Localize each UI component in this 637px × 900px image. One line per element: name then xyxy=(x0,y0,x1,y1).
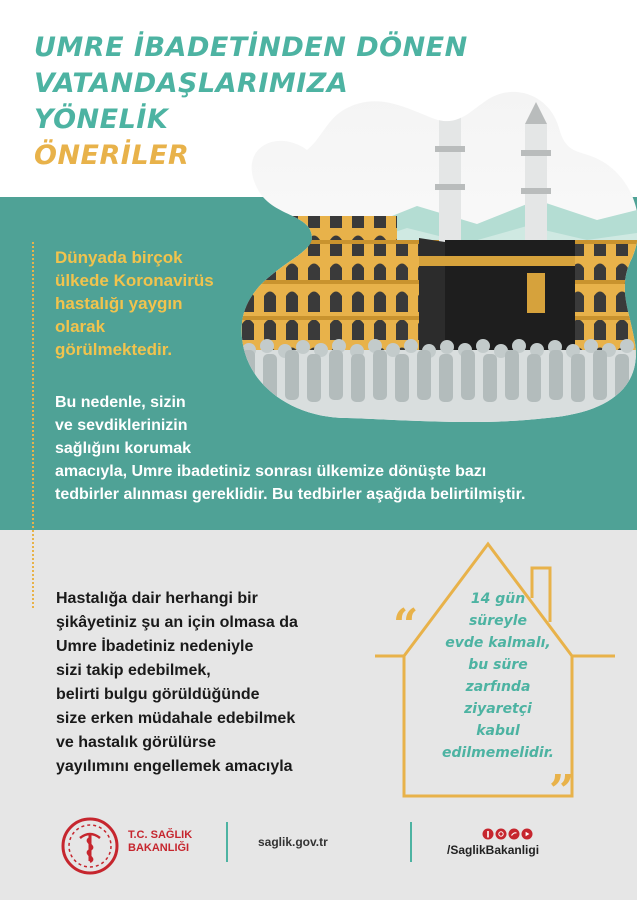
ministry-name-line-1: T.C. SAĞLIK xyxy=(128,829,193,841)
intro-text xyxy=(55,246,255,361)
paragraph-line-2: ve sevdiklerinizin xyxy=(55,417,188,434)
quarantine-line-7: kabul xyxy=(476,723,520,739)
quarantine-line-3: evde kalmalı, xyxy=(445,635,551,651)
advice-line-7: ve hastalık görülürse xyxy=(56,734,217,751)
open-quote-mark: “ xyxy=(393,600,419,651)
close-quote-mark: ” xyxy=(549,766,575,817)
intro-line-2: ülkede Koronavirüs xyxy=(55,271,214,290)
youtube-icon[interactable] xyxy=(522,829,533,840)
quarantine-text xyxy=(420,588,576,764)
intro-line-4: olarak xyxy=(55,317,106,336)
advice-line-6: size erken müdahale edebilmek xyxy=(56,710,296,727)
intro-line-5: görülmektedir. xyxy=(55,340,173,359)
quarantine-line-2: süreyle xyxy=(468,613,528,629)
quarantine-line-1: 14 gün xyxy=(470,591,526,607)
intro-line-1: Dünyada birçok xyxy=(55,248,183,267)
title-line-2: VATANDAŞLARIMIZA xyxy=(34,68,349,99)
ministry-logo-icon xyxy=(60,816,120,876)
footer-divider-right xyxy=(410,822,412,862)
intro-line-3: hastalığı yaygın xyxy=(55,294,183,313)
social-icons xyxy=(482,828,534,840)
advice-line-8: yayılımını engellemek amacıyla xyxy=(56,758,293,775)
twitter-icon[interactable] xyxy=(509,829,520,840)
paragraph-line-4: amacıyla, Umre ibadetiniz sonrası ülkemize dönüşte bazı xyxy=(55,463,487,480)
title-line-1: UMRE İBADETİNDEN DÖNEN xyxy=(34,32,468,63)
ministry-name xyxy=(128,829,218,855)
quarantine-line-4: bu süre xyxy=(468,657,528,673)
advice-text xyxy=(56,587,386,779)
advice-line-5: belirti bulgu görüldüğünde xyxy=(56,686,260,703)
advice-line-4: sizi takip edebilmek, xyxy=(56,662,211,679)
advice-line-3: Umre İbadetiniz nedeniyle xyxy=(56,638,254,655)
paragraph-line-3: sağlığını korumak xyxy=(55,440,192,457)
paragraph-line-1: Bu nedenle, sizin xyxy=(55,394,186,411)
title-line-3-prefix: YÖNELİK xyxy=(34,104,169,135)
paragraph-line-5: tedbirler alınması gereklidir. Bu tedbirler aşağıda belirtilmiştir. xyxy=(55,486,526,503)
explanation-paragraph xyxy=(55,391,625,506)
quarantine-line-5: zarfında xyxy=(465,679,531,695)
dotted-divider xyxy=(32,242,34,608)
title-highlight: ÖNERİLER xyxy=(34,140,190,171)
social-handle[interactable]: /SaglikBakanligi xyxy=(447,843,540,857)
instagram-icon[interactable] xyxy=(496,829,507,840)
advice-line-2: şikâyetiniz şu an için olmasa da xyxy=(56,614,298,631)
ministry-name-line-2: BAKANLIĞI xyxy=(128,842,190,854)
advice-line-1: Hastalığa dair herhangi bir xyxy=(56,590,258,607)
kaaba-illustration xyxy=(237,88,637,430)
facebook-icon[interactable] xyxy=(483,829,494,840)
footer-divider-left xyxy=(226,822,228,862)
quarantine-line-8: edilmemelidir. xyxy=(442,745,554,761)
quarantine-line-6: ziyaretçi xyxy=(464,701,532,717)
website-link[interactable]: saglik.gov.tr xyxy=(258,835,328,849)
